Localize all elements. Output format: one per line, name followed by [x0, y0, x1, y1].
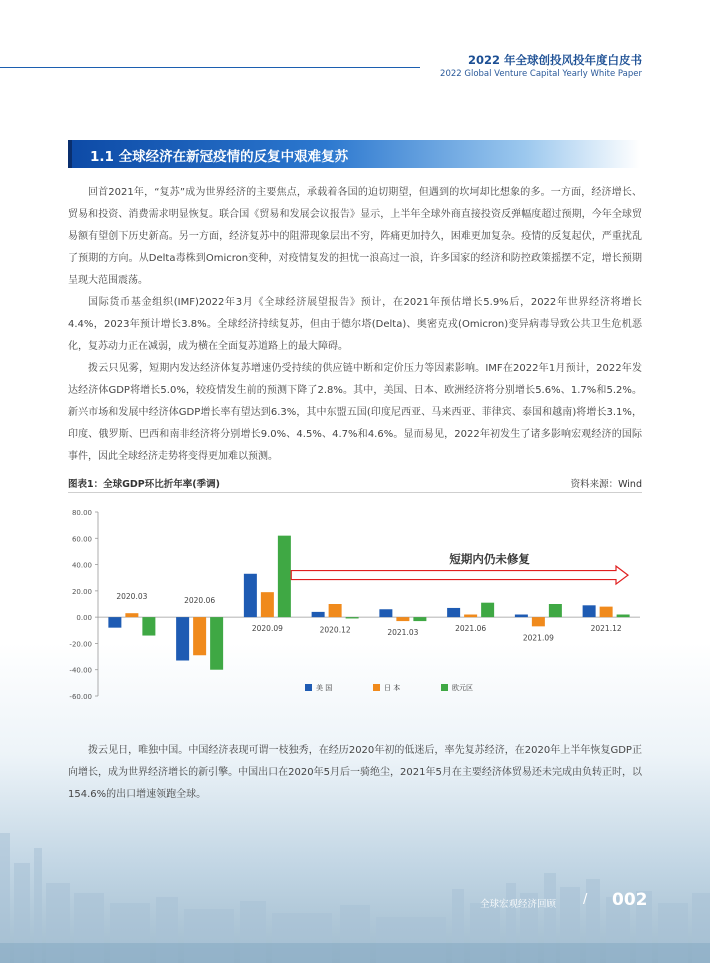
- y-tick-label: -40.00: [69, 666, 92, 675]
- bar: [549, 604, 562, 617]
- legend-swatch: [441, 684, 448, 691]
- chart-title: 图表1：全球GDP环比折年率(季调): [68, 479, 220, 490]
- y-tick-label: 80.00: [71, 509, 92, 517]
- legend-label: 欧元区: [452, 684, 473, 692]
- bar: [617, 615, 630, 618]
- bar: [464, 615, 477, 618]
- bar: [278, 536, 291, 617]
- header-title-en: 2022 Global Venture Capital Yearly White Paper: [440, 69, 642, 79]
- paragraph-2: 国际货币基金组织(IMF)2022年3月《全球经济展望报告》预计，在2021年预估增长5.9%后，2022年世界经济将增长4.4%，2023年预计增长3.8%。全球经济持续复苏，但由于德尔塔(Delta)、奥密克戎(Omicron)变异病毒导致公共卫生危机恶化，复苏动力正在减弱，成为横在全面复苏道路上的最大障碍。: [68, 297, 642, 352]
- legend-label: 日 本: [384, 684, 401, 692]
- y-tick-label: 60.00: [71, 535, 92, 544]
- annotation-arrow: [291, 566, 628, 584]
- x-category-label: 2021.06: [455, 624, 487, 634]
- section-heading-bar: [68, 140, 640, 168]
- section-title: 1.1 全球经济在新冠疫情的反复中艰难复苏: [90, 149, 349, 165]
- x-category-label: 2021.03: [387, 628, 419, 638]
- y-tick-label: -60.00: [69, 693, 92, 701]
- bar: [481, 603, 494, 617]
- bar: [346, 617, 359, 618]
- bar: [176, 617, 189, 660]
- bar: [396, 617, 409, 621]
- bar: [447, 608, 460, 617]
- chart-source: 资料来源：Wind: [570, 479, 642, 490]
- bar: [329, 604, 342, 617]
- bar: [379, 609, 392, 617]
- x-category-label: 2020.03: [116, 592, 148, 602]
- bar: [193, 617, 206, 655]
- x-category-label: 2021.12: [590, 624, 622, 634]
- header-rule: [0, 67, 420, 68]
- paragraph-3: 拨云只见雾，短期内发达经济体复苏增速仍受持续的供应链中断和定价压力等因素影响。IMF在2022年1月预计，2022年发达经济体GDP将增长5.0%，较疫情发生前的预测下降了2.8%。其中，美国、日本、欧洲经济将分别增长5.6%、1.7%和5.2%。新兴市场和发展中经济体GDP增长率有望达到6.3%，其中东盟五国(印度尼西亚、马来西亚、菲律宾、泰国和越南)将增长3.1%，印度、俄罗斯、巴西和南非经济将分别增长9.0%、4.5%、4.7%和4.6%。显而易见，2022年初发生了诸多影响宏观经济的国际事件，因此全球经济走势将变得更加难以预测。: [68, 363, 642, 462]
- bar: [515, 615, 528, 618]
- bar: [142, 617, 155, 635]
- bar: [125, 613, 138, 617]
- footer-page-number: 002: [612, 890, 648, 910]
- y-tick-label: 0.00: [76, 614, 92, 623]
- header-title-cn: 2022 年全球创投风投年度白皮书: [467, 53, 642, 67]
- x-category-label: 2020.09: [251, 624, 283, 634]
- x-category-label: 2021.09: [522, 633, 554, 643]
- bar: [108, 617, 121, 628]
- y-tick-label: -20.00: [69, 640, 92, 649]
- y-tick-label: 40.00: [71, 561, 92, 570]
- y-tick-label: 20.00: [71, 587, 92, 596]
- paragraph-1: 回首2021年，“复苏”成为世界经济的主要焦点，承载着各国的迫切期望，但遇到的坎坷却比想象的多。一方面，经济增长、贸易和投资、消费需求明显恢复。联合国《贸易和发展会议报告》显示，上半年全球外商直接投资反弹幅度超过预期，今年全球贸易额有望创下历史新高。另一方面，经济复苏中的阻滞现象层出不穷，阵痛更加持久，困难更加复杂。疫情的反复起伏，严重扰乱了预期的方向。从Delta毒株到Omicron变种，对疫情复发的担忧一浪高过一浪，许多国家的经济和防控政策摇摆不定，增长预期呈现大范围震荡。: [68, 187, 642, 286]
- bar: [244, 574, 257, 617]
- bar: [413, 617, 426, 621]
- bar: [600, 607, 613, 618]
- x-category-label: 2020.12: [319, 625, 351, 635]
- footer-slash: /: [583, 892, 588, 907]
- legend-label: 美 国: [316, 684, 333, 692]
- bar: [312, 612, 325, 617]
- x-category-label: 2020.06: [184, 596, 216, 606]
- bar: [210, 617, 223, 670]
- legend-swatch: [373, 684, 380, 691]
- bar: [583, 605, 596, 617]
- annotation-text: 短期内仍未修复: [449, 552, 530, 567]
- bar: [261, 592, 274, 617]
- city-skyline-image: [0, 793, 710, 963]
- legend-swatch: [305, 684, 312, 691]
- footer-section-name: 全球宏观经济回顾: [480, 899, 557, 910]
- paragraph-4: 拨云见日，唯独中国。中国经济表现可谓一枝独秀，在经历2020年初的低迷后，率先复苏经济，在2020年上半年恢复GDP正向增长，成为世界经济增长的新引擎。中国出口在2020年5月后一骑绝尘，2021年5月在主要经济体贸易还未完成由负转正时，以154.6%的出口增速领跑全球。: [68, 745, 642, 800]
- bar: [532, 617, 545, 626]
- section-heading-accent: [68, 140, 72, 168]
- gdp-bar-chart: [60, 500, 650, 715]
- chart-caption-rule: [68, 492, 642, 493]
